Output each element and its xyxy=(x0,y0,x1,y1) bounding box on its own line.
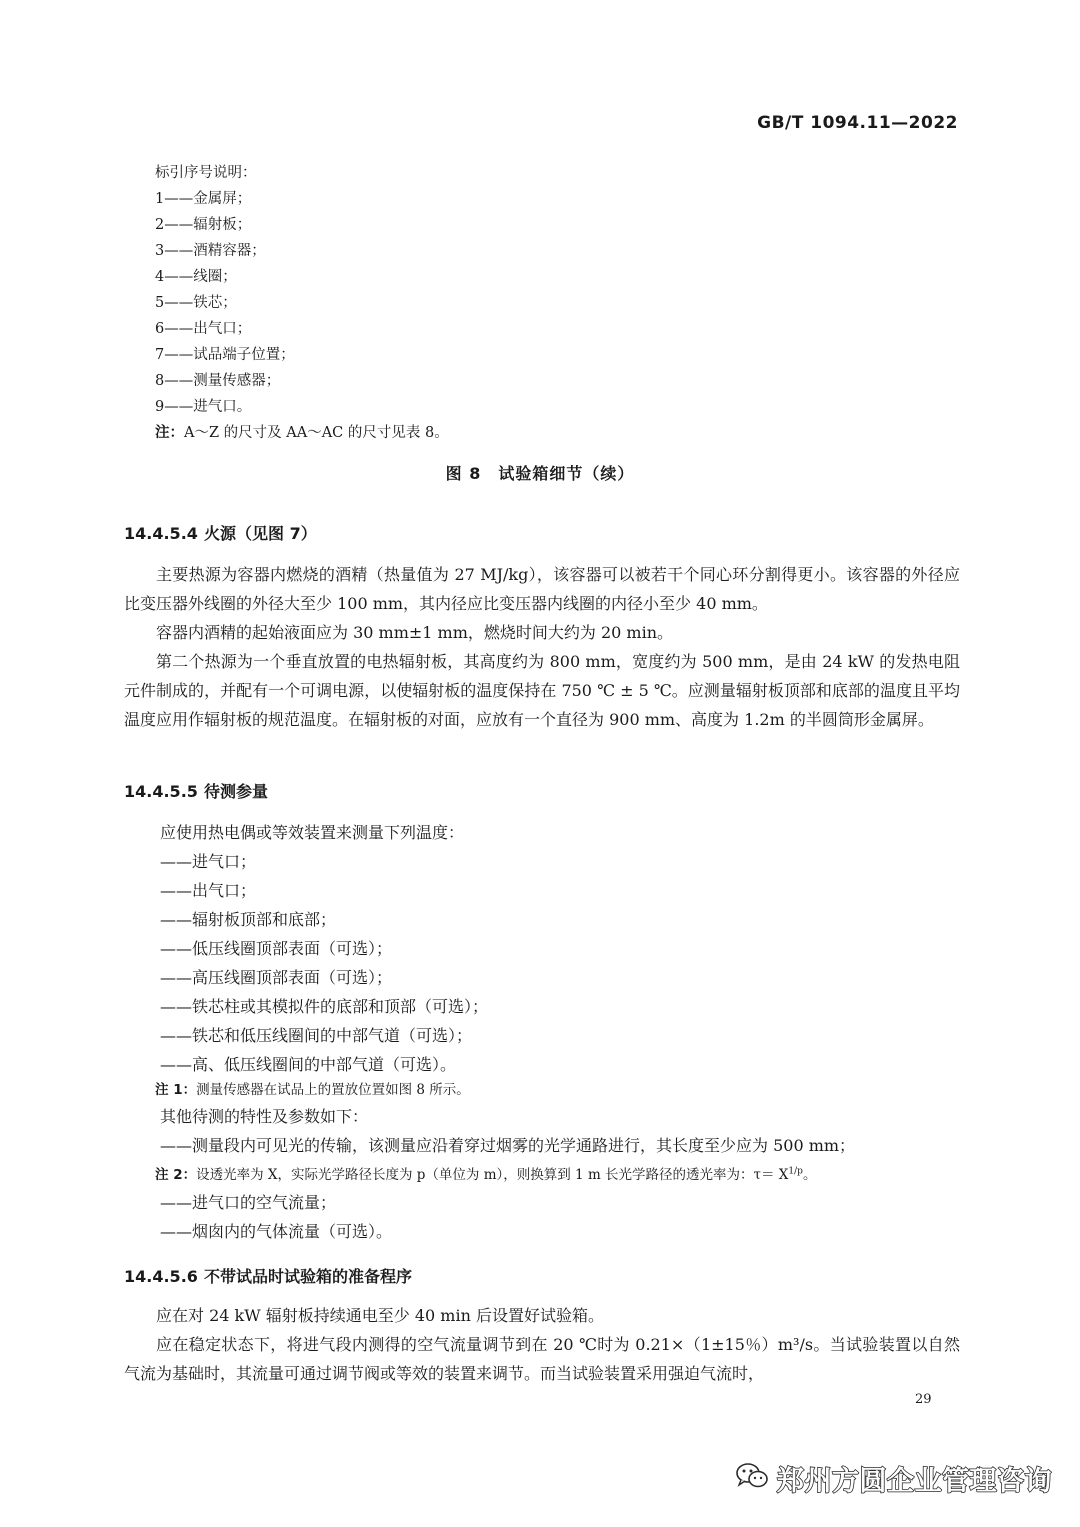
note-text: A～Z 的尺寸及 AA～AC 的尺寸见表 8。 xyxy=(184,425,449,441)
list-item: ——高、低压线圈间的中部气道（可选）。 xyxy=(160,1055,457,1074)
section-number: 14.4.5.4 xyxy=(124,524,198,543)
legend-item: 1——金属屏； xyxy=(155,191,252,207)
section-number: 14.4.5.6 xyxy=(124,1267,198,1286)
legend-item: 5——铁芯； xyxy=(155,295,237,311)
section-number: 14.4.5.5 xyxy=(124,782,198,801)
section-body xyxy=(124,560,960,734)
note-2 xyxy=(155,1163,816,1183)
section-heading xyxy=(124,779,268,802)
section-body xyxy=(124,1301,960,1388)
list-item: ——铁芯柱或其模拟件的底部和顶部（可选）； xyxy=(160,997,489,1016)
other-intro: 其他待测的特性及参数如下： xyxy=(160,1107,369,1126)
section-title: 火源（见图 7） xyxy=(204,524,317,543)
legend-item: 8——测量传感器； xyxy=(155,373,281,389)
note-text: 设透光率为 X，实际光学路径长度为 p（单位为 m），则换算到 1 m 长光学路径的透光率为：τ＝ X xyxy=(196,1167,789,1183)
note-text: 测量传感器在试品上的置放位置如图 8 所示。 xyxy=(196,1082,470,1098)
legend-item: 7——试品端子位置； xyxy=(155,347,295,363)
legend-item: 3——酒精容器； xyxy=(155,243,266,259)
list-item: ——进气口； xyxy=(160,852,257,871)
figure-caption: 图 8 试验箱细节（续） xyxy=(445,464,635,483)
list-item: ——烟囱内的气体流量（可选）。 xyxy=(160,1222,393,1241)
list-item: ——出气口； xyxy=(160,881,257,900)
note-exponent: 1/p xyxy=(788,1166,803,1177)
list-item: ——测量段内可见光的传输，该测量应沿着穿过烟雾的光学通路进行，其长度至少应为 500 mm； xyxy=(160,1136,856,1155)
legend-item: 6——出气口； xyxy=(155,321,252,337)
list-item: ——辐射板顶部和底部； xyxy=(160,910,337,929)
paragraph: 容器内酒精的起始液面应为 30 mm±1 mm，燃烧时间大约为 20 min。 xyxy=(156,623,674,642)
standard-code: GB/T 1094.11—2022 xyxy=(757,113,958,133)
note-label: 注： xyxy=(155,425,184,441)
list-intro: 应使用热电偶或等效装置来测量下列温度： xyxy=(160,823,465,842)
list-item: ——铁芯和低压线圈间的中部气道（可选）； xyxy=(160,1026,473,1045)
section-title: 待测参量 xyxy=(204,782,269,801)
watermark xyxy=(735,1458,1052,1498)
list-item: ——进气口的空气流量； xyxy=(160,1193,337,1212)
paragraph: 应在稳定状态下，将进气段内测得的空气流量调节到在 20 ℃时为 0.21×（1±15％）m³/s。当试验装置以自然气流为基础时，其流量可通过调节阀或等效的装置来调节。而当试验装置采用强迫气流时， xyxy=(124,1335,960,1383)
legend-item: 4——线圈； xyxy=(155,269,237,285)
page-number: 29 xyxy=(915,1392,932,1407)
figure-legend xyxy=(155,160,449,446)
legend-item: 9——进气口。 xyxy=(155,399,252,415)
note-label: 注 2： xyxy=(155,1167,197,1183)
paragraph: 应在对 24 kW 辐射板持续通电至少 40 min 后设置好试验箱。 xyxy=(156,1306,604,1325)
section-heading xyxy=(124,521,317,544)
legend-note xyxy=(155,420,449,446)
note-1 xyxy=(155,1078,470,1098)
legend-item: 2——辐射板； xyxy=(155,217,252,233)
note-end: 。 xyxy=(802,1167,817,1183)
watermark-text: 郑州方圆企业管理咨询 xyxy=(777,1465,1052,1497)
wechat-icon xyxy=(735,1461,769,1495)
measurement-list xyxy=(160,818,488,1079)
section-title: 不带试品时试验箱的准备程序 xyxy=(204,1267,413,1286)
legend-title: 标引序号说明： xyxy=(155,165,257,181)
note-label: 注 1： xyxy=(155,1082,197,1098)
section-heading xyxy=(124,1264,412,1287)
paragraph: 主要热源为容器内燃烧的酒精（热量值为 27 MJ/kg），该容器可以被若干个同心环分割得更小。该容器的外径应比变压器外线圈的外径大至少 100 mm，其内径应比变压器内线圈的内径小至少 40 mm。 xyxy=(124,565,960,613)
list-item: ——低压线圈顶部表面（可选）； xyxy=(160,939,393,958)
list-item: ——高压线圈顶部表面（可选）； xyxy=(160,968,393,987)
paragraph: 第二个热源为一个垂直放置的电热辐射板，其高度约为 800 mm，宽度约为 500 mm，是由 24 kW 的发热电阻元件制成的，并配有一个可调电源，以使辐射板的温度保持在 750 ℃ ± 5 ℃。应测量辐射板顶部和底部的温度且平均温度应用作辐射板的规范温度。在辐射板的对面，应放有一个直径为 900 mm、高度为 1.2m 的半圆筒形金属屏。 xyxy=(124,652,960,729)
